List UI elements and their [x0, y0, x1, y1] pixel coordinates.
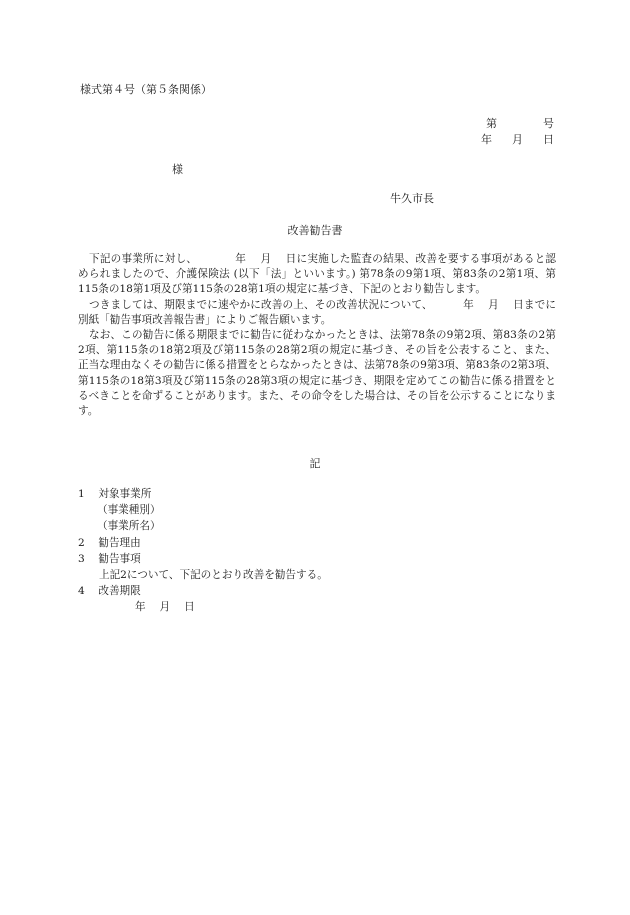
form-number: 様式第４号（第５条関係）	[80, 83, 212, 96]
item-4-label: 改善期限	[98, 585, 141, 598]
body-paragraph-2: つきましては、期限までに速やかに改善の上、その改善状況について、 年 月 日までに別紙「勧告事項改善報告書」によりご報告願います。	[78, 298, 556, 326]
doc-number-prefix: 第	[486, 117, 497, 130]
document-title: 改善勧告書	[287, 224, 343, 237]
item-4-number: 4	[78, 585, 85, 598]
item-1-business-name: （事業所名）	[97, 520, 161, 533]
issue-date-line	[481, 134, 554, 145]
body-text	[78, 252, 556, 419]
date-month: 月	[512, 133, 523, 146]
sender: 牛久市長	[390, 192, 434, 205]
item-3-label: 勧告事項	[98, 552, 141, 565]
item-3	[78, 551, 328, 567]
document-number-line	[486, 118, 554, 129]
item-1-business-type: （事業種別）	[97, 504, 161, 517]
item-1-number: 1	[78, 488, 85, 500]
body-paragraph-1: 下記の事業所に対し、 年 月 日に実施した監査の結果、改善を要する事項があると認められましたので、介護保険法 (以下「法」といいます。) 第78条の9第1項、第83条の2第1項、第115条の18第1項及び第115条の28第1項の規定に基づき、下記のとおり勧告します。	[78, 253, 556, 296]
item-4	[78, 583, 328, 599]
item-3-detail: 上記2について、下記のとおり改善を勧告する。	[99, 569, 328, 582]
item-list	[78, 486, 328, 616]
item-2	[78, 535, 328, 551]
addressee: 様	[172, 163, 183, 176]
item-1	[78, 486, 328, 502]
item-1-label: 対象事業所	[98, 488, 152, 500]
item-2-number: 2	[78, 536, 85, 549]
date-day: 日	[543, 133, 554, 146]
ki-heading: 記	[309, 457, 321, 470]
body-paragraph-3: なお、この勧告に係る期限までに勧告に従わなかったときは、法第78条の9第2項、第83条の2第2項、第115条の18第2項及び第115条の28第2項の規定に基づき、その旨を公表すること、また、正当な理由なくその勧告に係る措置をとらなかったときは、法第78条の9第3項、第83条の2第3項、第115条の18第3項及び第115条の28第3項の規定に基づき、期限を定めてこの勧告に係る措置をとるべきことを命ずることがあります。また、その命令をした場合は、その旨を公示することになります。	[78, 329, 556, 418]
doc-number-suffix: 号	[543, 117, 554, 130]
item-2-label: 勧告理由	[98, 536, 141, 549]
item-4-deadline-date: 年 月 日	[135, 601, 195, 614]
date-year: 年	[481, 133, 492, 146]
item-3-number: 3	[78, 552, 85, 565]
